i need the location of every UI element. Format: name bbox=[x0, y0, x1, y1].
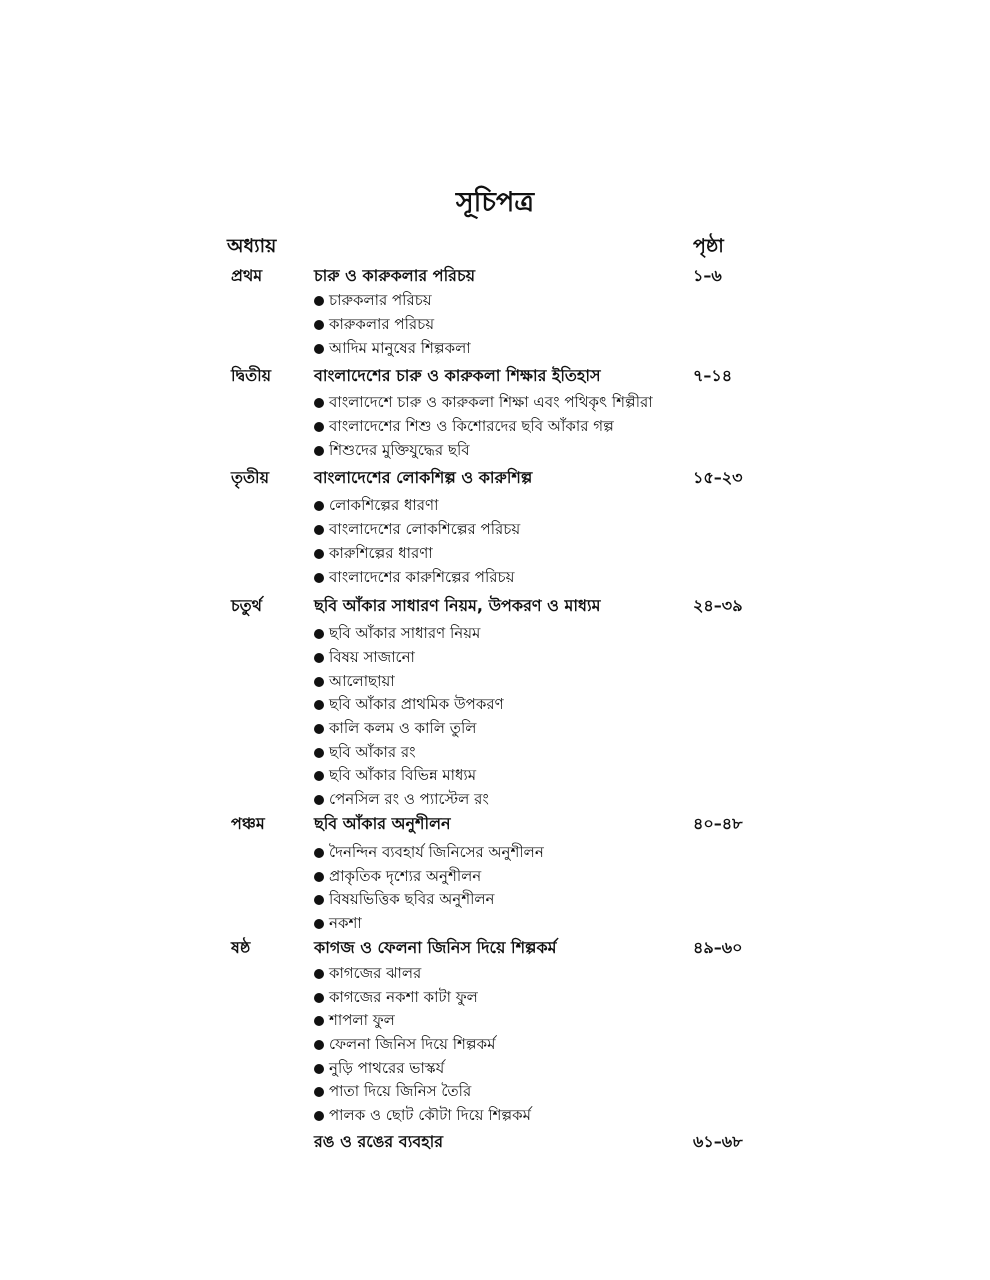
bullet-icon bbox=[314, 320, 324, 330]
topic-entry bbox=[314, 645, 415, 669]
chapter-pages: ২৪–৩৯ bbox=[693, 596, 743, 615]
topic-label: পেনসিল রং ও প্যাস্টেল রং bbox=[329, 790, 489, 808]
topic-label: প্রাকৃতিক দৃশ্যের অনুশীলন bbox=[329, 867, 482, 885]
bullet-icon bbox=[314, 629, 324, 639]
page-title: সূচিপত্র bbox=[455, 187, 535, 218]
list-item bbox=[0, 645, 990, 669]
list-item bbox=[0, 716, 990, 740]
chapter-number: প্রথম bbox=[231, 266, 263, 285]
chapter-title: বাংলাদেশের লোকশিল্প ও কারুশিল্প bbox=[314, 468, 533, 487]
topic-entry bbox=[314, 864, 481, 888]
topic-entry bbox=[314, 565, 514, 589]
topic-entry bbox=[314, 541, 433, 565]
list-item bbox=[0, 1056, 990, 1080]
topic-label: কাগজের নকশা কাটা ফুল bbox=[329, 988, 478, 1006]
topic-entry bbox=[314, 887, 495, 911]
topic-label: বাংলাদেশের কারুশিল্পের পরিচয় bbox=[329, 568, 515, 586]
list-item bbox=[0, 438, 990, 462]
topic-entry bbox=[314, 438, 470, 462]
topic-label: নুড়ি পাথরের ভাস্কর্য bbox=[329, 1059, 445, 1077]
list-item bbox=[0, 390, 990, 414]
list-item bbox=[0, 493, 990, 517]
topic-entry bbox=[314, 390, 653, 414]
topic-entry bbox=[314, 840, 544, 864]
topic-label: নকশা bbox=[329, 914, 362, 932]
bullet-icon bbox=[314, 1064, 324, 1074]
chapter-pages: ৭–১৪ bbox=[693, 366, 733, 385]
topic-label: চারুকলার পরিচয় bbox=[329, 291, 432, 309]
chapter-row bbox=[0, 594, 990, 618]
bullet-icon bbox=[314, 700, 324, 710]
topic-entry bbox=[314, 961, 421, 985]
topic-label: কারুকলার পরিচয় bbox=[329, 315, 435, 333]
bullet-icon bbox=[314, 1087, 324, 1097]
topic-label: পাতা দিয়ে জিনিস তৈরি bbox=[329, 1082, 472, 1100]
topic-label: বাংলাদেশে চারু ও কারুকলা শিক্ষা এবং পথিকৃৎ শিল্পীরা bbox=[329, 393, 653, 411]
chapter-row bbox=[0, 1130, 990, 1154]
topic-entry bbox=[314, 669, 395, 693]
chapter-row bbox=[0, 466, 990, 490]
chapter-row bbox=[0, 364, 990, 388]
list-item bbox=[0, 669, 990, 693]
list-item bbox=[0, 1103, 990, 1127]
topic-label: শিশুদের মুক্তিযুদ্ধের ছবি bbox=[329, 441, 470, 459]
page-column-header: পৃষ্ঠা bbox=[693, 235, 724, 257]
chapter-pages: ৪০–৪৮ bbox=[693, 814, 743, 833]
list-item bbox=[0, 840, 990, 864]
bullet-icon bbox=[314, 446, 324, 456]
list-item bbox=[0, 1079, 990, 1103]
topic-label: বাংলাদেশের লোকশিল্পের পরিচয় bbox=[329, 520, 521, 538]
list-item bbox=[0, 1032, 990, 1056]
list-item bbox=[0, 740, 990, 764]
topic-entry bbox=[314, 716, 476, 740]
topic-label: আদিম মানুষের শিল্পকলা bbox=[329, 339, 471, 357]
topic-entry bbox=[314, 1079, 471, 1103]
topic-label: আলোছায়া bbox=[329, 672, 395, 690]
bullet-icon bbox=[314, 724, 324, 734]
topic-label: বিষয় সাজানো bbox=[329, 648, 415, 666]
topic-label: বাংলাদেশের শিশু ও কিশোরদের ছবি আঁকার গল্প bbox=[329, 417, 614, 435]
topic-entry bbox=[314, 493, 438, 517]
bullet-icon bbox=[314, 848, 324, 858]
bullet-icon bbox=[314, 993, 324, 1003]
chapter-row bbox=[0, 264, 990, 288]
bullet-icon bbox=[314, 525, 324, 535]
bullet-icon bbox=[314, 748, 324, 758]
bullet-icon bbox=[314, 296, 324, 306]
chapter-number: পঞ্চম bbox=[231, 814, 265, 833]
list-item bbox=[0, 517, 990, 541]
chapter-column-header: অধ্যায় bbox=[227, 235, 277, 257]
list-item bbox=[0, 336, 990, 360]
chapter-number: দ্বিতীয় bbox=[231, 366, 272, 385]
topic-label: দৈনন্দিন ব্যবহার্য জিনিসের অনুশীলন bbox=[329, 843, 544, 861]
topic-label: ছবি আঁকার প্রাথমিক উপকরণ bbox=[329, 695, 504, 713]
bullet-icon bbox=[314, 344, 324, 354]
topic-entry bbox=[314, 517, 520, 541]
topic-label: পালক ও ছোট কৌটা দিয়ে শিল্পকর্ম bbox=[329, 1106, 531, 1124]
list-item bbox=[0, 288, 990, 312]
list-item bbox=[0, 763, 990, 787]
list-item bbox=[0, 961, 990, 985]
list-item bbox=[0, 985, 990, 1009]
topic-entry bbox=[314, 1032, 495, 1056]
topic-entry bbox=[314, 1056, 444, 1080]
chapter-number: চতুর্থ bbox=[231, 596, 263, 615]
chapter-title: ছবি আঁকার অনুশীলন bbox=[314, 814, 451, 833]
chapter-number: তৃতীয় bbox=[231, 468, 270, 487]
topic-entry bbox=[314, 692, 504, 716]
list-item bbox=[0, 864, 990, 888]
bullet-icon bbox=[314, 653, 324, 663]
topic-label: বিষয়ভিত্তিক ছবির অনুশীলন bbox=[329, 890, 495, 908]
chapter-pages: ৪৯–৬০ bbox=[693, 938, 743, 957]
bullet-icon bbox=[314, 573, 324, 583]
topic-entry bbox=[314, 985, 478, 1009]
chapter-title: রঙ ও রঙের ব্যবহার bbox=[314, 1132, 444, 1151]
topic-entry bbox=[314, 288, 432, 312]
chapter-title: চারু ও কারুকলার পরিচয় bbox=[314, 266, 476, 285]
list-item bbox=[0, 565, 990, 589]
topic-entry bbox=[314, 787, 489, 811]
bullet-icon bbox=[314, 969, 324, 979]
topic-label: ছবি আঁকার বিভিন্ন মাধ্যম bbox=[329, 766, 477, 784]
topic-entry bbox=[314, 740, 416, 764]
bullet-icon bbox=[314, 501, 324, 511]
topic-label: ফেলনা জিনিস দিয়ে শিল্পকর্ম bbox=[329, 1035, 496, 1053]
topic-entry bbox=[314, 312, 434, 336]
chapter-pages: ১৫–২৩ bbox=[693, 468, 743, 487]
bullet-icon bbox=[314, 422, 324, 432]
topic-entry bbox=[314, 911, 362, 935]
topic-entry bbox=[314, 621, 480, 645]
topic-label: ছবি আঁকার রং bbox=[329, 743, 416, 761]
topic-entry bbox=[314, 1008, 395, 1032]
list-item bbox=[0, 887, 990, 911]
bullet-icon bbox=[314, 895, 324, 905]
bullet-icon bbox=[314, 549, 324, 559]
topic-label: কালি কলম ও কালি তুলি bbox=[329, 719, 477, 737]
topic-entry bbox=[314, 414, 614, 438]
list-item bbox=[0, 1008, 990, 1032]
list-item bbox=[0, 414, 990, 438]
topic-label: ছবি আঁকার সাধারণ নিয়ম bbox=[329, 624, 481, 642]
chapter-title: বাংলাদেশের চারু ও কারুকলা শিক্ষার ইতিহাস bbox=[314, 366, 601, 385]
chapter-title: ছবি আঁকার সাধারণ নিয়ম, উপকরণ ও মাধ্যম bbox=[314, 596, 601, 615]
topic-entry bbox=[314, 1103, 531, 1127]
chapter-number: ষষ্ঠ bbox=[231, 938, 251, 957]
bullet-icon bbox=[314, 398, 324, 408]
chapter-row bbox=[0, 936, 990, 960]
bullet-icon bbox=[314, 1016, 324, 1026]
topic-entry bbox=[314, 336, 471, 360]
topic-label: কাগজের ঝালর bbox=[329, 964, 422, 982]
topic-label: শাপলা ফুল bbox=[329, 1011, 395, 1029]
list-item bbox=[0, 541, 990, 565]
chapter-pages: ৬১–৬৮ bbox=[693, 1132, 743, 1151]
list-item bbox=[0, 692, 990, 716]
bullet-icon bbox=[314, 1111, 324, 1121]
bullet-icon bbox=[314, 771, 324, 781]
chapter-pages: ১–৬ bbox=[693, 266, 722, 285]
list-item bbox=[0, 787, 990, 811]
chapter-row bbox=[0, 812, 990, 836]
topic-label: লোকশিল্পের ধারণা bbox=[329, 496, 439, 514]
topic-label: কারুশিল্পের ধারণা bbox=[329, 544, 433, 562]
list-item bbox=[0, 312, 990, 336]
bullet-icon bbox=[314, 1040, 324, 1050]
bullet-icon bbox=[314, 872, 324, 882]
list-item bbox=[0, 911, 990, 935]
bullet-icon bbox=[314, 677, 324, 687]
topic-entry bbox=[314, 763, 476, 787]
bullet-icon bbox=[314, 919, 324, 929]
chapter-title: কাগজ ও ফেলনা জিনিস দিয়ে শিল্পকর্ম bbox=[314, 938, 557, 957]
bullet-icon bbox=[314, 795, 324, 805]
list-item bbox=[0, 621, 990, 645]
